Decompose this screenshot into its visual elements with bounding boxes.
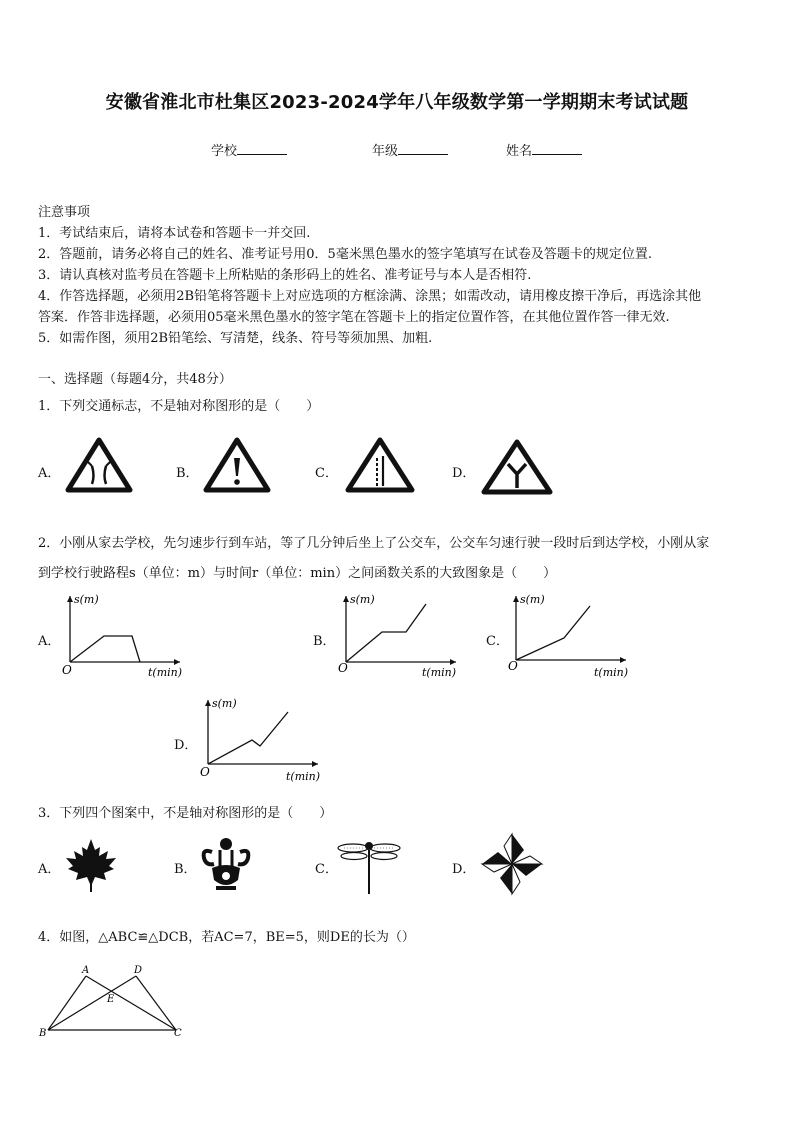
triangle-figure [36,962,186,1040]
grade-blank[interactable] [398,142,448,155]
name-field[interactable] [506,140,582,159]
name-label: 姓名 [506,144,533,159]
q1-option-a-label[interactable]: A． [38,466,61,481]
q2-option-a-label[interactable]: A． [38,634,61,649]
graph-a-ylabel: s(m) [74,593,99,606]
notes-block [38,202,758,349]
graph-c-ylabel: s(m) [520,593,545,606]
narrow-road-sign-icon [64,436,134,494]
dragonfly-icon [336,836,402,896]
graph-d-ylabel: s(m) [212,697,237,710]
page-title: 安徽省淮北市杜集区2023-2024学年八年级数学第一学期期末考试试题 [105,92,689,113]
grade-field[interactable] [372,140,448,159]
warning-sign-icon [202,436,272,494]
q3-option-a-label[interactable]: A． [38,862,61,877]
q3-option-b-label[interactable]: B． [174,862,197,877]
y-junction-sign-icon [480,438,554,496]
question-2-line2: 到学校行驶路程s（单位：m）与时间r（单位：min）之间函数关系的大致图象是（ ） [38,566,557,581]
point-d-label: D [134,965,143,976]
school-field[interactable] [211,140,287,159]
question-1-text: 1．下列交通标志，不是轴对称图形的是（ ） [38,399,320,414]
note-item: 3．请认真核对监考员在答题卡上所粘贴的条形码上的姓名、准考证号与本人是否相符. [38,268,532,283]
q3-option-c-label[interactable]: C． [315,862,338,877]
school-label: 学校 [211,144,238,159]
maple-leaf-icon [62,836,120,894]
school-blank[interactable] [237,142,287,155]
graph-a [58,590,188,682]
q1-option-b-label[interactable]: B． [176,466,199,481]
ornament-pattern-icon [198,834,254,894]
graph-d-xlabel: t(min) [286,770,321,783]
pinwheel-icon [478,830,546,898]
point-a-label: A [82,965,90,976]
graph-b-origin: O [338,661,348,675]
note-item: 5．如需作图，须用2B铅笔绘、写清楚，线条、符号等须加黑、加粗. [38,331,433,346]
graph-c [504,590,634,682]
q1-option-c-label[interactable]: C． [315,466,338,481]
question-3-text: 3．下列四个图案中，不是轴对称图形的是（ ） [38,806,333,821]
point-e-label: E [107,994,115,1005]
grade-label: 年级 [372,144,399,159]
q3-option-d-label[interactable]: D． [452,862,476,877]
graph-c-xlabel: t(min) [594,666,629,679]
graph-c-origin: O [508,659,518,673]
road-narrows-sign-icon [344,436,416,494]
notes-heading: 注意事项 [38,205,91,220]
note-item: 答案．作答非选择题，必须用05毫米黑色墨水的签字笔在答题卡上的指定位置作答，在其他位置作答一律无效. [38,310,670,325]
q2-option-d-label[interactable]: D． [174,738,198,753]
question-4-text: 4．如图，△ABC≌△DCB，若AC=7，BE=5，则DE的长为（） [38,930,415,945]
question-2-line1: 2．小刚从家去学校，先匀速步行到车站，等了几分钟后坐上了公交车，公交车匀速行驶一段时后到达学校，小刚从家 [38,536,710,551]
note-item: 2．答题前，请务必将自己的姓名、准考证号用0．5毫米黑色墨水的签字笔填写在试卷及答题卡的规定位置. [38,247,652,262]
graph-a-xlabel: t(min) [148,666,183,679]
graph-d [196,694,326,786]
point-b-label: B [39,1028,47,1039]
graph-b-ylabel: s(m) [350,593,375,606]
name-blank[interactable] [532,142,582,155]
note-item: 4．作答选择题，必须用2B铅笔将答题卡上对应选项的方框涂满、涂黑；如需改动，请用橡皮擦干净后，再选涂其他 [38,289,702,304]
note-item: 1．考试结束后，请将本试卷和答题卡一并交回. [38,226,311,241]
point-c-label: C [174,1028,182,1039]
q2-option-b-label[interactable]: B． [313,634,336,649]
graph-b-xlabel: t(min) [422,666,457,679]
graph-b [334,590,464,682]
q2-option-c-label[interactable]: C． [486,634,509,649]
graph-d-origin: O [200,765,210,779]
graph-a-origin: O [62,663,72,677]
q1-option-d-label[interactable]: D． [452,466,476,481]
section-heading: 一、选择题（每题4分，共48分） [38,372,232,387]
